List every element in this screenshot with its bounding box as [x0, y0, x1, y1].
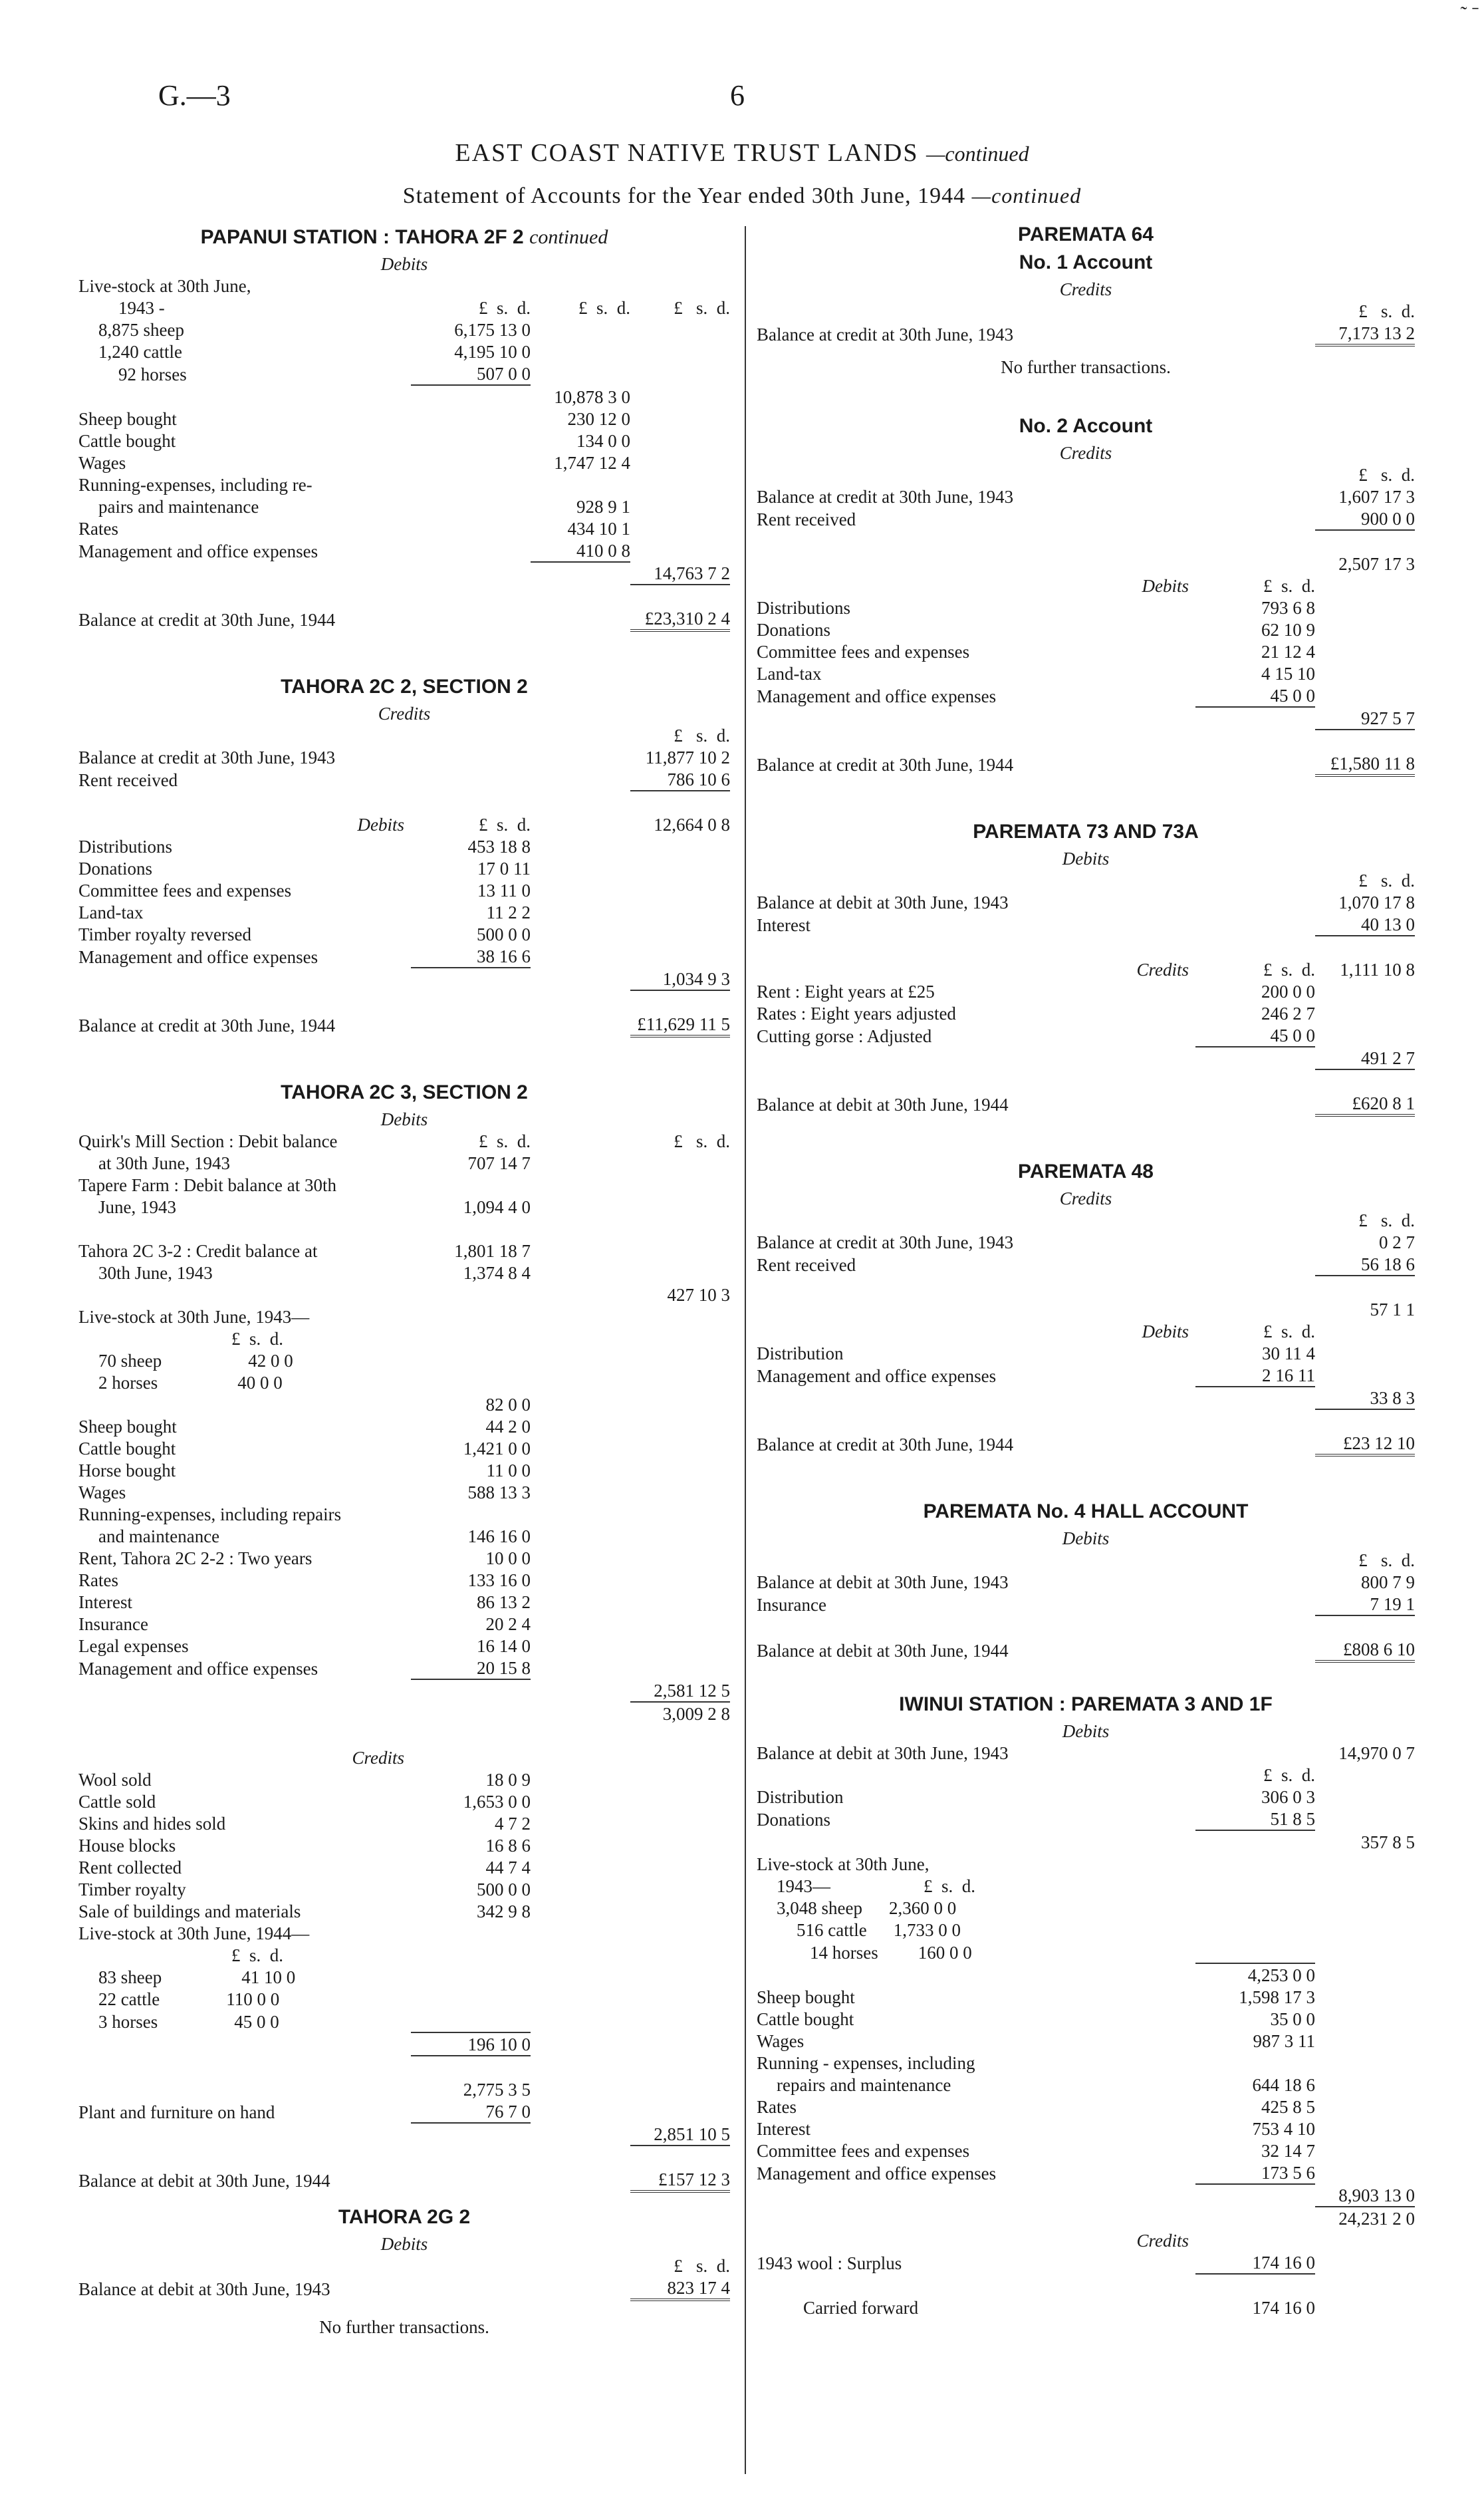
paremata-64-no2-table: £ s. d. Balance at credit at 30th June, 1943 1,607 17 3 Rent received 900 0 0 2,507 17 3 Debits £ s. d. Distributions 793 6 8 Donations 62 10 9 Committee fees and expenses 21 12 4 Land-tax 4 15 10 Management and office expenses 45 0 0 927 5 7 Balance at credit at 30th June, 1944 £1,580 11 8	[757, 465, 1415, 775]
right-column	[757, 219, 1415, 2318]
paremata-48-table: £ s. d. Balance at credit at 30th June, 1943 0 2 7 Rent received 56 18 6 57 1 1 Debits £ s. d. Distribution 30 11 4 Management and office expenses 2 16 11 33 8 3 Balance at credit at 30th June, 1944 £23 12 10	[757, 1210, 1415, 1455]
left-column	[78, 219, 730, 2338]
section-title: TAHORA 2C 2, SECTION 2	[281, 676, 528, 698]
iwinui-station-section	[757, 1693, 1415, 2318]
paremata-48-section	[757, 1161, 1415, 1457]
paremata-64-section	[757, 223, 1415, 777]
section-title: TAHORA 2C 3, SECTION 2	[281, 1081, 528, 1103]
tahora-2g2-section	[78, 2206, 730, 2338]
document-subtitle: Statement of Accounts for the Year ended 30th June, 1944 —continued	[402, 184, 1082, 208]
section-title: PAREMATA 48	[1018, 1161, 1154, 1182]
paremata-64-no1-table: £ s. d. Balance at credit at 30th June, 1943 7,173 13 2	[757, 301, 1415, 345]
debits-label: Debits	[1062, 849, 1110, 869]
page-number: 6	[730, 79, 745, 112]
section-title: PAPANUI STATION : TAHORA 2F 2 continued	[200, 226, 608, 248]
section-title: PAREMATA 73 AND 73A	[973, 821, 1199, 843]
document-reference: G.—3	[158, 79, 231, 112]
iwinui-table: Balance at debit at 30th June, 1943 14,970 0 7 £ s. d. Distribution 306 0 3 Donations 51 8 5 357 8 5 Live-stock at 30th June, 1943— £ s. d. 3,048 sheep 2,360 0 0 516 cattle 1,733 0 0 14 horses 160 0 0 4,253 0 0 Sheep bought 1,598 17 3 Cattle bought 35 0 0 Wages 987 3 11 Running - expenses, including repairs and maintenance 644 18 6 Rates 425 8 5 Interest 753 4 10 Committee fees and expenses 32 14 7 Management and office expenses 173 5 6 8,903 13 0 24,231 2 0 Credits 1943 wool : Surplus 174 16 0 Carried forward 174 16 0	[757, 1743, 1415, 2318]
credits-label: Credits	[378, 704, 431, 724]
document-title: EAST COAST NATIVE TRUST LANDS —continued	[455, 139, 1029, 167]
tahora-2c2-table: £ s. d. Balance at credit at 30th June, 1943 11,877 10 2 Rent received 786 10 6 Debits £ s. d. 12,664 0 8 Distributions 453 18 8 Donations 17 0 11 Committee fees and expenses 13 11 0 Land-tax 11 2 2 Timber royalty reversed 500 0 0 Management and office expenses 38 16 6 1,034 9 3 Balance at credit at 30th June, 1944 £11,629 11 5	[78, 726, 730, 1036]
column-divider	[745, 226, 746, 2474]
paremata-4-table: £ s. d. Balance at debit at 30th June, 1943 800 7 9 Insurance 7 19 1 Balance at debit at 30th June, 1944 £808 6 10	[757, 1550, 1415, 1661]
section-subtitle: No. 1 Account	[1019, 251, 1153, 273]
section-subtitle: No. 2 Account	[1019, 415, 1153, 437]
credits-label: Credits	[1059, 279, 1112, 299]
debits-label: Debits	[380, 1109, 428, 1129]
tahora-2c3-table: Quirk's Mill Section : Debit balance £ s. d. £ s. d. at 30th June, 1943 707 14 7 Tapere Farm : Debit balance at 30th June, 1943 1,094 4 0 Tahora 2C 3-2 : Credit balance at 1,801 18 7 30th June, 1943 1,374 8 4 427 10 3 Live-stock at 30th June, 1943— £ s. d. 70 sheep 42 0 0 2 horses 40 0 0 82 0 0 Sheep bought 44 2 0 Cattle bought 1,421 0 0 Horse bought 11 0 0 Wages 588 13 3 Running-expenses, including repairs and maintenance 146 16 0 Rent, Tahora 2C 2-2 : Two years 10 0 0 Rates 133 16 0 Interest 86 13 2 Insurance 20 2 4 Legal expenses 16 14 0 Management and office expenses 20 15 8 2,581 12 5 3,009 2 8 Credits Wool sold 18 0 9 Cattle sold 1,653 0 0 Skins and hides sold 4 7 2 House blocks 16 8 6 Rent collected 44 7 4 Timber royalty 500 0 0 Sale of buildings and materials 342 9 8 Live-stock at 30th June, 1944— £ s. d. 83 sheep 41 10 0 22 cattle 110 0 0 3 horses 45 0 0 196 10 0 2,775 3 5 Plant and furniture on hand 76 7 0 2,851 10 5 Balance at debit at 30th June, 1944 £157 12 3	[78, 1131, 730, 2191]
debits-label: Debits	[1062, 1528, 1110, 1548]
debits-label: Debits	[1062, 1721, 1110, 1741]
debits-label: Debits	[380, 2234, 428, 2254]
tahora-2c3-section	[78, 1081, 730, 2193]
section-title: PAREMATA 64	[1018, 223, 1154, 245]
credits-label: Credits	[1059, 1188, 1112, 1208]
section-title: IWINUI STATION : PAREMATA 3 AND 1F	[899, 1693, 1273, 1715]
papanui-section	[78, 226, 730, 632]
debits-label: Debits	[380, 254, 428, 274]
no-further-note: No further transactions.	[1001, 357, 1171, 377]
paremata-73-section	[757, 821, 1415, 1117]
section-title: PAREMATA No. 4 HALL ACCOUNT	[923, 1500, 1249, 1522]
no-further-note: No further transactions.	[319, 2317, 489, 2337]
tahora-2c2-section	[78, 676, 730, 1038]
corner-mark: ˜ ˉ	[1460, 3, 1479, 25]
section-title: TAHORA 2G 2	[338, 2206, 471, 2228]
paremata-4-hall-section	[757, 1500, 1415, 1663]
tahora-2g2-table: £ s. d. Balance at debit at 30th June, 1943 823 17 4	[78, 2256, 730, 2299]
paremata-73-table: £ s. d. Balance at debit at 30th June, 1943 1,070 17 8 Interest 40 13 0 Credits £ s. d. 1,111 10 8 Rent : Eight years at £25 200 0 0 Rates : Eight years adjusted 246 2 7 Cutting gorse : Adjusted 45 0 0 491 2 7 Balance at debit at 30th June, 1944 £620 8 1	[757, 871, 1415, 1115]
papanui-table: Live-stock at 30th June, 1943 - £ s. d. £ s. d. £ s. d. 8,875 sheep 6,175 13 0 1,240 cattle 4,195 10 0 92 horses 507 0 0 10,878 3 0 Sheep bought 230 12 0 Cattle bought 134 0 0 Wages 1,747 12 4 Running-expenses, including re- pairs and maintenance 928 9 1 Rates 434 10 1 Management and office expenses 410 0 8 14,763 7 2 Balance at credit at 30th June, 1944 £23,310 2 4	[78, 276, 730, 630]
credits-label: Credits	[1059, 443, 1112, 463]
